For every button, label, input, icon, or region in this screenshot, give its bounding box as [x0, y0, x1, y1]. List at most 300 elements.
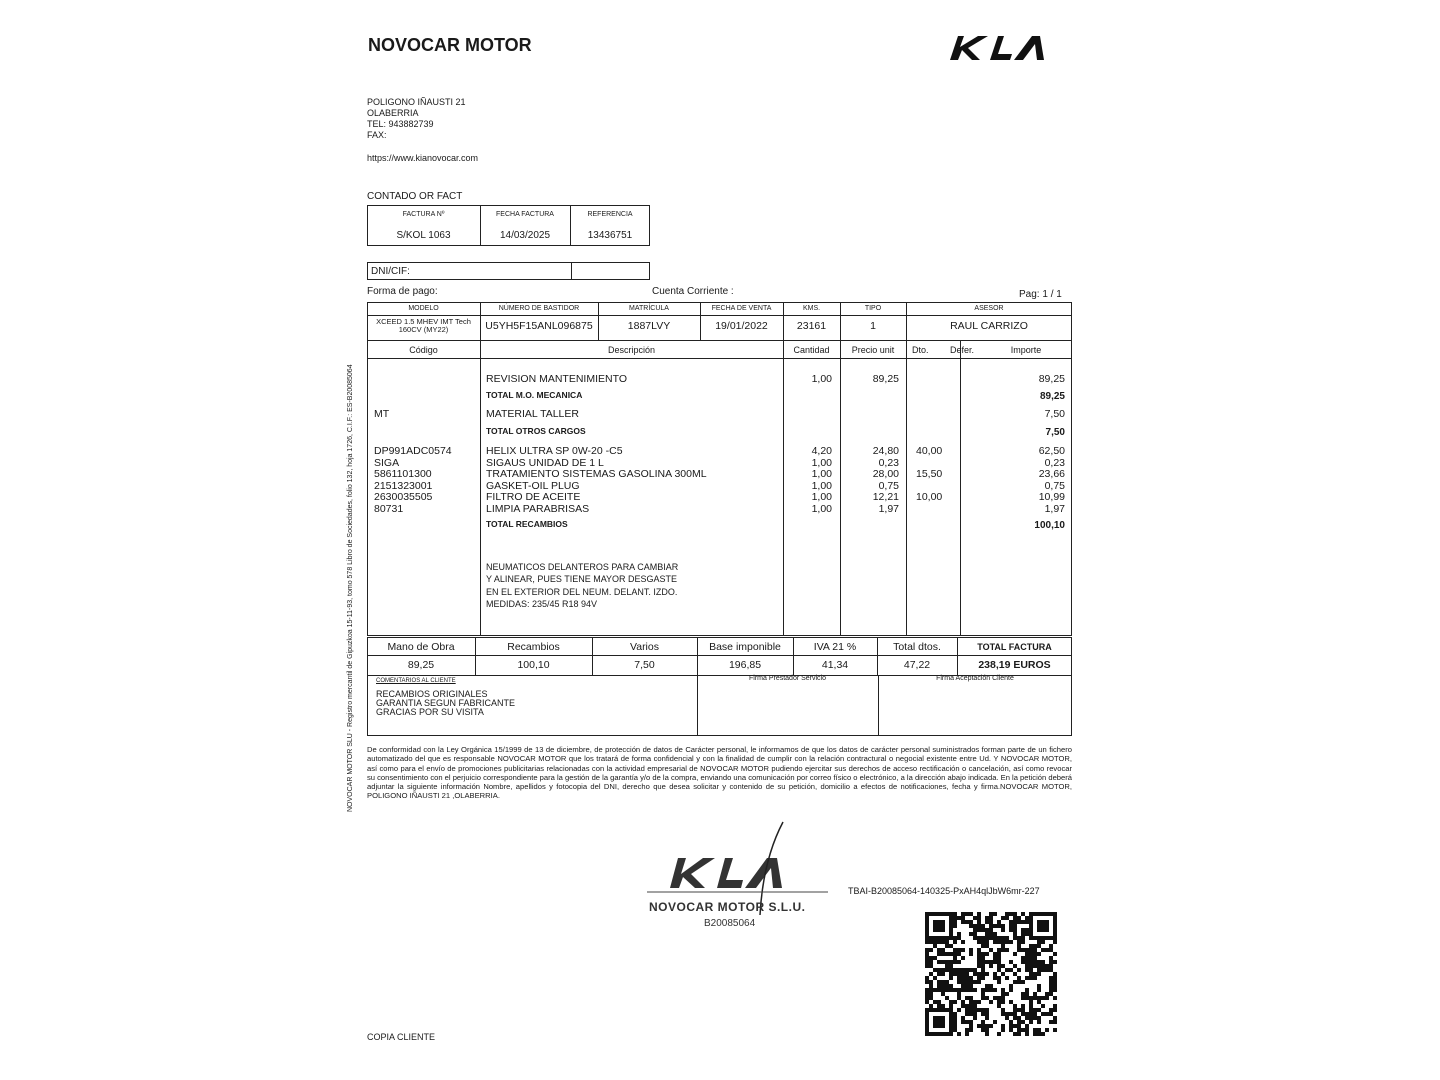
qr-module — [1025, 932, 1029, 936]
invoice-date-label: FECHA FACTURA — [496, 211, 554, 218]
qr-module — [1025, 996, 1029, 1000]
qr-module — [981, 924, 985, 928]
vehicle-value: 1887LVY — [627, 320, 671, 332]
qr-module — [1001, 964, 1005, 968]
qr-module — [949, 988, 953, 992]
qr-module — [941, 984, 945, 988]
qr-module — [949, 1032, 953, 1036]
qr-module — [1029, 912, 1033, 916]
vehicle-header: ASESOR — [974, 305, 1004, 312]
invoice-number-label: FACTURA Nº — [402, 211, 445, 218]
qr-module — [1021, 936, 1025, 940]
qr-module — [1001, 916, 1005, 920]
qr-module — [1029, 920, 1033, 924]
qr-module — [937, 940, 941, 944]
qr-module — [941, 1008, 945, 1012]
qr-module — [985, 1008, 989, 1012]
qr-module — [953, 960, 957, 964]
qr-module — [1017, 948, 1021, 952]
qr-module — [1053, 928, 1057, 932]
qr-module — [1041, 928, 1045, 932]
qr-module — [1037, 984, 1041, 988]
qr-module — [973, 980, 977, 984]
qr-module — [969, 976, 973, 980]
qr-module — [965, 980, 969, 984]
qr-module — [969, 980, 973, 984]
qr-module — [989, 1000, 993, 1004]
qr-module — [941, 992, 945, 996]
qr-module — [1001, 992, 1005, 996]
item-quantity: 4,20 — [811, 445, 832, 457]
totals-header: Varios — [630, 641, 659, 653]
qr-module — [925, 912, 929, 916]
qr-module — [1001, 928, 1005, 932]
item-quantity: 1,00 — [811, 456, 832, 469]
item-code: DP991ADC0574 — [374, 445, 452, 457]
qr-module — [1041, 968, 1045, 972]
qr-module — [1053, 1020, 1057, 1024]
qr-module — [981, 956, 985, 960]
vehicle-header: MATRÍCULA — [629, 305, 669, 312]
qr-module — [969, 1020, 973, 1024]
qr-module — [925, 976, 929, 980]
qr-module — [1033, 964, 1037, 968]
qr-module — [973, 968, 977, 972]
qr-module — [949, 1028, 953, 1032]
qr-module — [965, 1004, 969, 1008]
qr-module — [1025, 964, 1029, 968]
qr-module — [1045, 920, 1049, 924]
qr-module — [977, 956, 981, 960]
qr-module — [953, 988, 957, 992]
qr-module — [997, 976, 1001, 980]
qr-module — [1053, 1004, 1057, 1008]
qr-module — [1017, 980, 1021, 984]
qr-module — [1049, 912, 1053, 916]
qr-module — [997, 936, 1001, 940]
qr-module — [925, 952, 929, 956]
qr-module — [977, 948, 981, 952]
client-signature-label: Firma Aceptación Cliente — [936, 675, 1014, 682]
qr-module — [929, 980, 933, 984]
qr-module — [1017, 916, 1021, 920]
qr-module — [945, 980, 949, 984]
item-unit-price: 89,25 — [872, 373, 899, 385]
qr-module — [933, 976, 937, 980]
qr-module — [937, 1020, 941, 1024]
qr-module — [1009, 960, 1013, 964]
qr-module — [953, 924, 957, 928]
qr-module — [937, 1000, 941, 1004]
item-quantity: 1,00 — [811, 373, 832, 385]
copy-label: COPIA CLIENTE — [367, 1032, 436, 1042]
qr-module — [985, 1016, 989, 1020]
qr-module — [977, 916, 981, 920]
qr-module — [1037, 912, 1041, 916]
qr-module — [1053, 932, 1057, 936]
qr-module — [949, 932, 953, 936]
qr-module — [969, 996, 973, 1000]
items-header: Descripción — [607, 345, 656, 355]
qr-module — [973, 988, 977, 992]
invoice-date: 14/03/2025 — [499, 230, 551, 241]
qr-module — [929, 996, 933, 1000]
qr-module — [989, 920, 993, 924]
qr-module — [969, 988, 973, 992]
payment-type: CONTADO OR FACT — [367, 191, 463, 202]
qr-module — [953, 972, 957, 976]
qr-module — [929, 936, 933, 940]
qr-module — [933, 936, 937, 940]
qr-module — [1017, 940, 1021, 944]
qr-module — [985, 916, 989, 920]
company-name: NOVOCAR MOTOR — [368, 35, 532, 55]
qr-module — [1021, 948, 1025, 952]
qr-module — [941, 968, 945, 972]
qr-module — [1037, 944, 1041, 948]
qr-module — [945, 988, 949, 992]
qr-module — [1017, 920, 1021, 924]
qr-module — [937, 1008, 941, 1012]
qr-module — [977, 1024, 981, 1028]
qr-module — [925, 924, 929, 928]
qr-module — [1017, 1024, 1021, 1028]
qr-module — [949, 944, 953, 948]
qr-module — [933, 1000, 937, 1004]
qr-module — [1041, 936, 1045, 940]
item-code: 2630035505 — [374, 491, 433, 503]
qr-module — [977, 972, 981, 976]
qr-module — [969, 1004, 973, 1008]
qr-module — [985, 984, 989, 988]
qr-module — [989, 928, 993, 932]
item-unit-price: 0,75 — [878, 479, 899, 492]
qr-module — [949, 1008, 953, 1012]
qr-module — [1033, 1012, 1037, 1016]
totals-value: 196,85 — [728, 659, 762, 671]
items-header: Dto. — [912, 345, 929, 355]
qr-module — [973, 1000, 977, 1004]
qr-module — [993, 960, 997, 964]
qr-module — [925, 932, 929, 936]
qr-module — [989, 924, 993, 928]
qr-module — [1021, 960, 1025, 964]
qr-module — [953, 1000, 957, 1004]
item-unit-price: 28,00 — [872, 468, 899, 480]
qr-module — [1009, 988, 1013, 992]
qr-module — [945, 964, 949, 968]
qr-module — [1049, 944, 1053, 948]
qr-module — [1013, 916, 1017, 920]
qr-module — [981, 1012, 985, 1016]
qr-module — [985, 1028, 989, 1032]
qr-module — [1053, 984, 1057, 988]
qr-module — [993, 940, 997, 944]
qr-module — [965, 920, 969, 924]
qr-module — [989, 912, 993, 916]
qr-module — [961, 948, 965, 952]
qr-module — [965, 968, 969, 972]
current-account-label: Cuenta Corriente : — [652, 286, 734, 297]
qr-module — [945, 996, 949, 1000]
qr-module — [1021, 1008, 1025, 1012]
qr-module — [953, 940, 957, 944]
qr-module — [1037, 996, 1041, 1000]
qr-module — [1041, 964, 1045, 968]
qr-module — [985, 996, 989, 1000]
qr-module — [961, 1000, 965, 1004]
qr-module — [1001, 1008, 1005, 1012]
qr-module — [1025, 952, 1029, 956]
qr-module — [985, 940, 989, 944]
qr-module — [1017, 968, 1021, 972]
qr-module — [1013, 1024, 1017, 1028]
qr-module — [1053, 996, 1057, 1000]
qr-module — [933, 940, 937, 944]
qr-module — [1025, 916, 1029, 920]
qr-module — [981, 972, 985, 976]
qr-module — [1033, 952, 1037, 956]
qr-module — [997, 948, 1001, 952]
qr-module — [1009, 940, 1013, 944]
qr-module — [981, 1028, 985, 1032]
qr-module — [1025, 1012, 1029, 1016]
page-number: Pag: 1 / 1 — [1019, 289, 1062, 300]
qr-module — [1029, 1000, 1033, 1004]
qr-module — [1049, 964, 1053, 968]
qr-module — [1049, 936, 1053, 940]
qr-module — [945, 940, 949, 944]
totals-header: TOTAL FACTURA — [977, 642, 1052, 652]
qr-module — [937, 972, 941, 976]
qr-module — [973, 1016, 977, 1020]
qr-module — [1049, 980, 1053, 984]
totals-value: 7,50 — [634, 659, 655, 671]
qr-module — [1045, 912, 1049, 916]
qr-module — [1033, 936, 1037, 940]
qr-module — [993, 996, 997, 1000]
qr-module — [997, 956, 1001, 960]
qr-module — [1029, 964, 1033, 968]
address-city: OLABERRIA — [367, 108, 419, 118]
qr-module — [957, 992, 961, 996]
qr-module — [1037, 968, 1041, 972]
qr-module — [933, 944, 937, 948]
totals-header: Total dtos. — [893, 641, 941, 653]
qr-module — [1033, 996, 1037, 1000]
items-header: Importe — [1010, 345, 1042, 355]
workshop-note: EN EL EXTERIOR DEL NEUM. DELANT. IZDO. — [486, 586, 678, 597]
qr-module — [933, 968, 937, 972]
qr-module — [925, 992, 929, 996]
vehicle-header: FECHA DE VENTA — [711, 305, 772, 312]
qr-module — [925, 988, 929, 992]
qr-module — [993, 1020, 997, 1024]
qr-module — [977, 964, 981, 968]
qr-module — [1025, 920, 1029, 924]
qr-module — [1005, 1016, 1009, 1020]
qr-module — [989, 960, 993, 964]
qr-module — [949, 912, 953, 916]
qr-module — [961, 912, 965, 916]
qr-module — [1025, 992, 1029, 996]
qr-module — [941, 980, 945, 984]
qr-module — [1025, 960, 1029, 964]
reference: 13436751 — [587, 230, 633, 241]
qr-module — [961, 1020, 965, 1024]
qr-module — [945, 960, 949, 964]
item-description: SIGAUS UNIDAD DE 1 L — [486, 456, 604, 469]
qr-module — [1041, 940, 1045, 944]
qr-module — [937, 980, 941, 984]
qr-module — [997, 960, 1001, 964]
item-amount: 89,25 — [1038, 373, 1065, 385]
qr-module — [1029, 1016, 1033, 1020]
qr-module — [1045, 968, 1049, 972]
qr-module — [929, 1004, 933, 1008]
qr-module — [973, 916, 977, 920]
qr-module — [1013, 912, 1017, 916]
qr-module — [1021, 928, 1025, 932]
qr-module — [925, 920, 929, 924]
qr-module — [945, 944, 949, 948]
qr-module — [1029, 932, 1033, 936]
qr-module — [981, 964, 985, 968]
totals-value: 100,10 — [517, 659, 550, 671]
qr-module — [961, 976, 965, 980]
qr-module — [1029, 1020, 1033, 1024]
qr-module — [1029, 976, 1033, 980]
qr-module — [941, 924, 945, 928]
qr-module — [1029, 972, 1033, 976]
qr-module — [1021, 992, 1025, 996]
payment-method-label: Forma de pago: — [367, 286, 438, 297]
qr-module — [953, 912, 957, 916]
qr-module — [981, 928, 985, 932]
qr-module — [1041, 1012, 1045, 1016]
qr-module — [1021, 912, 1025, 916]
qr-module — [993, 936, 997, 940]
qr-module — [1053, 936, 1057, 940]
qr-module — [925, 1008, 929, 1012]
qr-module — [925, 948, 929, 952]
qr-module — [965, 976, 969, 980]
qr-module — [989, 1024, 993, 1028]
qr-module — [937, 1032, 941, 1036]
qr-module — [1025, 1016, 1029, 1020]
qr-module — [945, 936, 949, 940]
vehicle-value: U5YH5F15ANL096875 — [485, 320, 593, 332]
qr-module — [1029, 936, 1033, 940]
qr-module — [953, 1016, 957, 1020]
qr-module — [945, 984, 949, 988]
qr-module — [997, 940, 1001, 944]
qr-module — [1001, 936, 1005, 940]
stamp-name: NOVOCAR MOTOR S.L.U. — [649, 900, 806, 914]
qr-module — [925, 964, 929, 968]
qr-module — [1033, 976, 1037, 980]
item-amount: 23,66 — [1038, 468, 1065, 480]
qr-module — [1053, 1008, 1057, 1012]
qr-module — [1025, 988, 1029, 992]
items-header: Precio unit — [851, 345, 895, 355]
qr-module — [1045, 964, 1049, 968]
qr-module — [925, 1020, 929, 1024]
qr-module — [969, 912, 973, 916]
qr-module — [1029, 968, 1033, 972]
item-discount: 10,00 — [916, 491, 943, 503]
kia-logo — [948, 32, 1068, 62]
qr-module — [981, 976, 985, 980]
tbai-code: TBAI-B20085064-140325-PxAH4qlJbW6mr-227 — [848, 886, 1040, 896]
qr-module — [973, 972, 977, 976]
item-description: HELIX ULTRA SP 0W-20 -C5 — [486, 445, 623, 457]
qr-module — [925, 1016, 929, 1020]
qr-module — [1021, 940, 1025, 944]
reference-label: REFERENCIA — [587, 211, 633, 218]
qr-module — [981, 968, 985, 972]
qr-module — [953, 956, 957, 960]
qr-module — [1037, 924, 1041, 928]
qr-module — [961, 956, 965, 960]
qr-module — [1033, 956, 1037, 960]
vehicle-header: KMS. — [802, 305, 821, 312]
qr-module — [1017, 1032, 1021, 1036]
qr-module — [1033, 960, 1037, 964]
vehicle-value: 1 — [870, 320, 876, 332]
item-discount: 15,50 — [916, 468, 943, 480]
qr-module — [1001, 988, 1005, 992]
qr-module — [1013, 1008, 1017, 1012]
qr-module — [981, 1020, 985, 1024]
qr-module — [1037, 1000, 1041, 1004]
qr-module — [993, 924, 997, 928]
qr-module — [937, 1024, 941, 1028]
qr-module — [1049, 1020, 1053, 1024]
qr-module — [1025, 928, 1029, 932]
qr-module — [941, 1024, 945, 1028]
qr-module — [945, 1008, 949, 1012]
qr-module — [1017, 1020, 1021, 1024]
qr-module — [997, 952, 1001, 956]
qr-module — [937, 912, 941, 916]
qr-module — [929, 972, 933, 976]
qr-module — [941, 948, 945, 952]
qr-module — [957, 1008, 961, 1012]
qr-module — [1033, 1016, 1037, 1020]
qr-module — [929, 1008, 933, 1012]
qr-module — [993, 956, 997, 960]
qr-module — [1029, 952, 1033, 956]
totals-header: Mano de Obra — [387, 641, 455, 653]
qr-module — [1037, 1008, 1041, 1012]
qr-module — [925, 996, 929, 1000]
qr-module — [981, 992, 985, 996]
qr-module — [1041, 1004, 1045, 1008]
item-amount: 10,99 — [1038, 491, 1065, 503]
qr-module — [957, 968, 961, 972]
qr-module — [997, 924, 1001, 928]
qr-module — [941, 940, 945, 944]
qr-module — [1053, 960, 1057, 964]
qr-module — [929, 1032, 933, 1036]
qr-module — [1005, 916, 1009, 920]
qr-module — [989, 936, 993, 940]
qr-module — [937, 984, 941, 988]
qr-module — [933, 1020, 937, 1024]
qr-module — [953, 920, 957, 924]
qr-module — [937, 988, 941, 992]
